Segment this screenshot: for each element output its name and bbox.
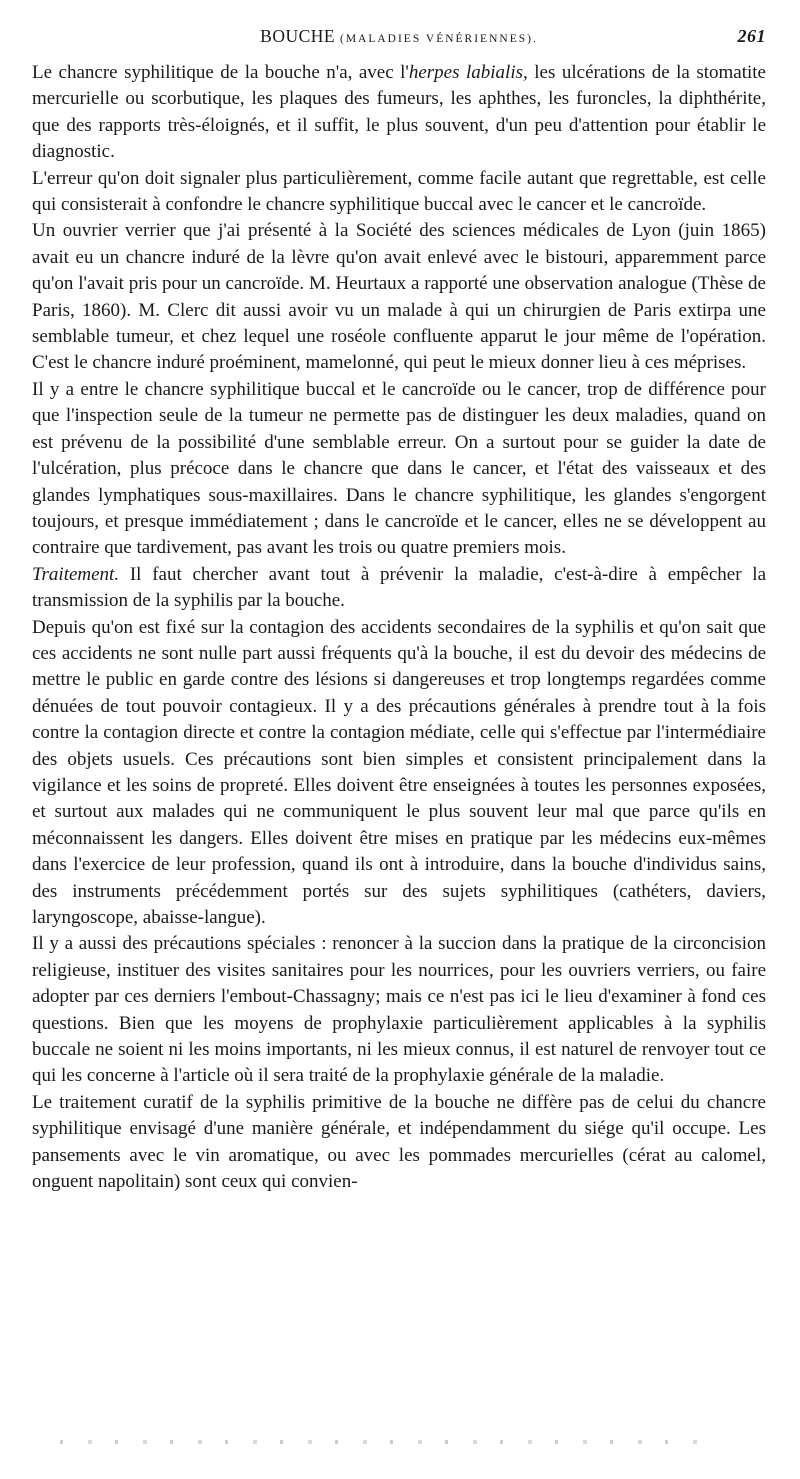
paragraph: Il y a entre le chancre syphilitique buccal et le cancroïde ou le cancer, trop de différence pour que l'inspection seule de la tumeur ne permette pas de distinguer les deux maladies, quand on est prévenu de la possibilité d'une semblable erreur. On a surtout pour se guider la date de l'ulcération, plus précoce dans le chancre que dans le cancer, et l'état des vaisseaux et des glandes lymphatiques sous-maxillaires. Dans le chancre syphilitique, les glandes s'engorgent toujours, et presque immédiatement ; dans le cancroïde et le cancer, elles ne se développent au contraire que tardivement, pas avant les trois ou quatre premiers mois. bbox=[32, 378, 766, 559]
body-text bbox=[32, 60, 766, 1195]
paragraph: Le traitement curatif de la syphilis primitive de la bouche ne diffère pas de celui du chancre syphilitique envisagé d'une manière générale, et indépendamment du siége qu'il occupe. Les pansements avec le vin aromatique, ou avec les pommades mercurielles (cérat au calomel, onguent napolitain) sont ceux qui convien- bbox=[32, 1091, 766, 1193]
paragraph: Le chancre syphilitique de la bouche n'a, avec l'herpes labialis, les ulcérations de la stomatite mercurielle ou scorbutique, les plaques des fumeurs, les aphthes, les furoncles, la diphthérite, que des rapports très-éloignés, et il suffit, le plus souvent, d'un peu d'attention pour établir le diagnostic. bbox=[32, 62, 766, 163]
paragraph: L'erreur qu'on doit signaler plus particulièrement, comme facile autant que regrettable, est celle qui consisterait à confondre le chancre syphilitique buccal avec le cancer et le cancroïde. bbox=[32, 167, 766, 216]
running-title-subtitle: (MALADIES VÉNÉRIENNES). bbox=[339, 33, 538, 45]
running-title bbox=[32, 26, 766, 47]
running-title-main: BOUCHE bbox=[260, 26, 336, 46]
paragraph: Depuis qu'on est fixé sur la contagion des accidents secondaires de la syphilis et qu'on sait que ces accidents ne sont nulle part aussi fréquents qu'à la bouche, il est du devoir des médecins de mettre le public en garde contre des lésions si dangereuses et trop longtemps regardées comme dénuées de tout pouvoir contagieux. Il y a des précautions générales à prendre tout à la fois contre la contagion directe et contre la contagion médiate, celle qui s'effectue par l'intermédiaire des objets usuels. Ces précautions sont bien simples et consistent principalement dans la vigilance et les soins de propreté. Elles doivent être enseignées à toutes les personnes exposées, et surtout aux malades qui ne communiquent le plus souvent leur mal que parce qu'ils en méconnaissent les dangers. Elles doivent être mises en pratique par les médecins eux-mêmes dans l'exercice de leur profession, quand ils ont à introduire, dans la bouche d'individus sains, des instruments précédemment portés sur des sujets syphilitiques (cathéters, daviers, laryngoscope, abaisse-langue). bbox=[32, 616, 766, 928]
page-number: 261 bbox=[737, 26, 766, 46]
document-page bbox=[32, 22, 766, 1195]
paragraph: Traitement. Il faut chercher avant tout à prévenir la maladie, c'est-à-dire à empêcher la transmission de la syphilis par la bouche. bbox=[32, 563, 766, 612]
paragraph: Un ouvrier verrier que j'ai présenté à la Société des sciences médicales de Lyon (juin 1865) avait eu un chancre induré de la lèvre qu'on avait enlevé avec le bistouri, apparemment parce qu'on l'avait pris pour un cancroïde. M. Heurtaux a rapporté une observation analogue (Thèse de Paris, 1860). M. Clerc dit aussi avoir vu un malade à qui un chirurgien de Paris extirpa une semblable tumeur, et chez lequel une roséole confluente apparut le jour même de l'opération. C'est le chancre induré proéminent, mamelonné, qui peut le mieux donner lieu à ces méprises. bbox=[32, 220, 766, 374]
scan-noise-line bbox=[60, 1440, 700, 1444]
paragraph: Il y a aussi des précautions spéciales : renoncer à la succion dans la pratique de la circoncision religieuse, instituer des visites sanitaires pour les nourrices, pour les ouvriers verriers, ou faire adopter par ces derniers l'embout-Chassagny; mais ce n'est pas ici le lieu d'examiner à fond ces questions. Bien que les moyens de prophylaxie particulièrement applicables à la syphilis buccale ne soient ni les moins importants, ni les mieux connus, il est naturel de renvoyer tout ce qui les concerne à l'article où il sera traité de la prophylaxie générale de la maladie. bbox=[32, 933, 766, 1087]
running-header bbox=[32, 22, 766, 52]
